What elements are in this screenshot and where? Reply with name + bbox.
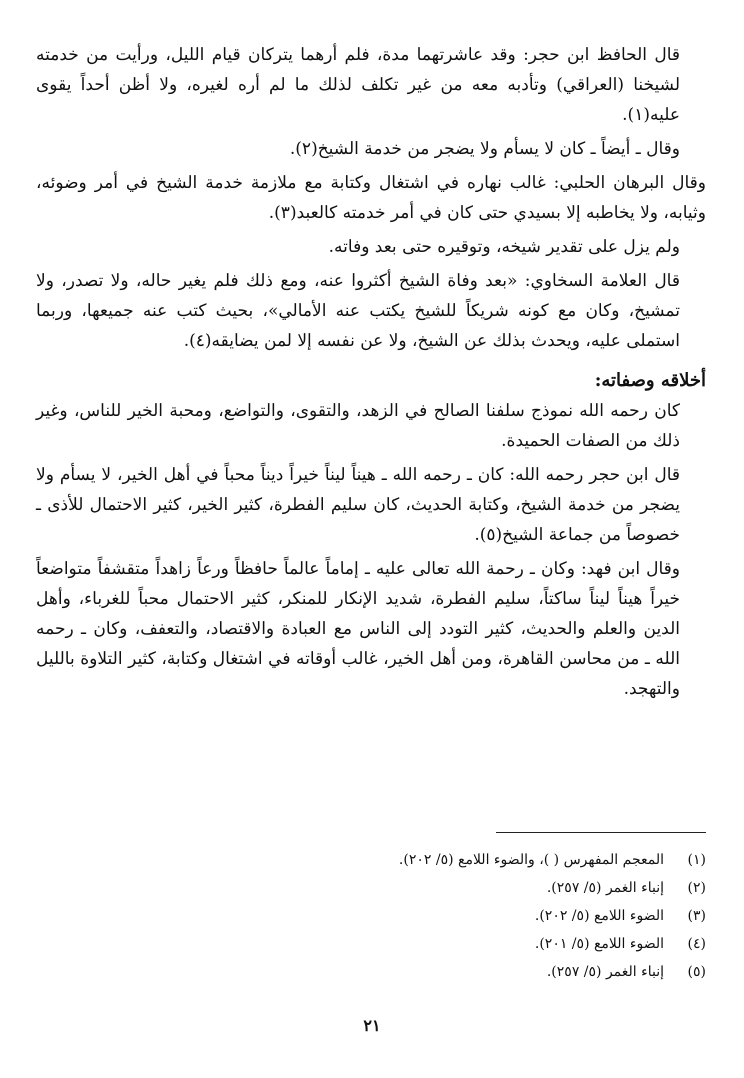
footnote-number: (٢) bbox=[687, 880, 706, 896]
paragraph-ibn-hajar-2: وقال ـ أيضاً ـ كان لا يسأم ولا يضجر من خدمة الشيخ(٢). bbox=[289, 139, 680, 159]
footnote-number: (٤) bbox=[687, 936, 706, 952]
footnote-text: الضوء اللامع (٥/ ٢٠١). bbox=[534, 936, 664, 952]
footnote-separator bbox=[496, 832, 706, 833]
section-heading: أخلاقه وصفاته: bbox=[594, 370, 706, 391]
footnote-text: إنباء الغمر (٥/ ٢٥٧). bbox=[546, 880, 664, 896]
paragraph-salaf-model: كان رحمه الله نموذج سلفنا الصالح في الزهد، والتقوى، والتواضع، ومحبة الخير للناس، وغير ذلك من الصفات الحميدة. bbox=[36, 401, 680, 451]
main-text bbox=[36, 40, 706, 708]
footnote-number: (٥) bbox=[687, 964, 706, 980]
paragraph-burhan-halabi: وقال البرهان الحلبي: غالب نهاره في اشتغال وكتابة مع ملازمة خدمة الشيخ في أمر وضوئه، وثيابه، ولا يخاطبه إلا بسيدي حتى كان في أمر خدمته كالعبد(٣). bbox=[36, 173, 706, 223]
footnote-item bbox=[36, 846, 706, 874]
footnote-item bbox=[36, 902, 706, 930]
paragraph-sakhawi: قال العلامة السخاوي: «بعد وفاة الشيخ أكثروا عنه، ومع ذلك فلم يغير حاله، ولا تصدر، ولا تمشيخ، وكان مع كونه شريكاً للشيخ يكتب عنه الأمالي»، بحيث كتب عنه جميعها، وربما استملى عليه، ويحدث بذلك عن الشيخ، ولا عن نفسه إلا لمن يضايقه(٤). bbox=[36, 271, 680, 351]
footnote-item bbox=[36, 958, 706, 986]
page-number: ٢١ bbox=[363, 1016, 381, 1035]
footnote-item bbox=[36, 874, 706, 902]
footnote-text: الضوء اللامع (٥/ ٢٠٢). bbox=[534, 908, 664, 924]
footnotes-list bbox=[36, 846, 706, 986]
paragraph-ibn-fahd: وقال ابن فهد: وكان ـ رحمة الله تعالى عليه ـ إماماً عالماً حافظاً ورعاً زاهداً متقشفاً متواضعاً خيراً هيناً ليناً ساكتاً، سليم الفطرة، شديد الإنكار للمنكر، كثير الاحتمال محباً للغرباء، وأهل الدين والعلم والحديث، كثير التودد إلى الناس مع العبادة والاقتصاد، والتعفف، وكان ـ رحمه الله ـ من محاسن القاهرة، ومن أهل الخير، غالب أوقاته في اشتغال وكتابة، كثير التلاوة بالليل والتهجد. bbox=[36, 559, 680, 699]
footnote-number: (٣) bbox=[687, 908, 706, 924]
footnote-item bbox=[36, 930, 706, 958]
paragraph-ibn-hajar-1: قال الحافظ ابن حجر: وقد عاشرتهما مدة، فلم أرهما يتركان قيام الليل، ورأيت من خدمته لشيخنا (العراقي) وتأدبه معه من غير تكلف لذلك ما لم أره لغيره، ولا أظن أحداً يقوى عليه(١). bbox=[36, 45, 680, 125]
footnote-text: المعجم المفهرس ( )، والضوء اللامع (٥/ ٢٠٢). bbox=[398, 852, 664, 868]
paragraph-taqdir: ولم يزل على تقدير شيخه، وتوقيره حتى بعد وفاته. bbox=[328, 237, 680, 257]
paragraph-ibn-hajar-3: قال ابن حجر رحمه الله: كان ـ رحمه الله ـ هيناً ليناً خيراً ديناً محباً في أهل الخير، لا يسأم ولا يضجر من خدمة الشيخ، وكتابة الحديث، كان سليم الفطرة، كثير الخير، كثير الاحتمال للأذى ـ خصوصاً من جماعة الشيخ(٥). bbox=[36, 465, 680, 545]
footnote-number: (١) bbox=[687, 852, 706, 868]
footnote-text: إنباء الغمر (٥/ ٢٥٧). bbox=[546, 964, 664, 980]
